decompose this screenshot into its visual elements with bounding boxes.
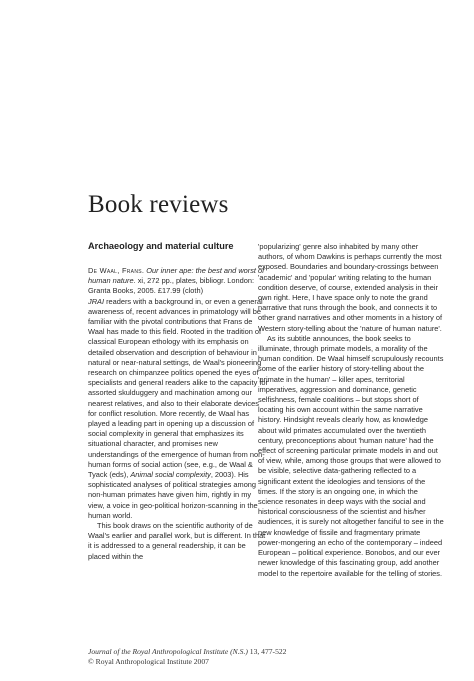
review-paragraph: As its subtitle announces, the book seeks to illuminate, through primate models, a morality of the human condition. De Waal himself scrupulously recounts some of the earlier history of story-telling about the 'primate in the human' – killer apes, territorial imperatives, aggression and dominance, genetic selfishness, female coalitions – but stops short of locating his own account within the same narrative history. Hindsight reveals clearly how, as knowledge about wild primates accumulated over the twentieth century, preconceptions about 'human nature' had the effect of screening particular primate models in and out of view, while, among those groups that were allowed to be visible, selective data-gathering reflected to a significant extent the ideologies and tensions of the times. If the story is an ongoing one, in which the science resonates in deep ways with the social and historical consciousness of the scientist and his/her audiences, it is surely not altogether fanciful to see in the new knowledge of fissile and fragmentary primate power-mongering an echo of the contemporary – indeed European – political experience. Bonobos, and our ever newer knowledge of this fascinating group, add another model to the repertoire available for the telling of stories. bbox=[258, 333, 444, 578]
review-paragraph bbox=[88, 297, 268, 521]
journal-citation bbox=[88, 647, 286, 657]
copyright-notice: © Royal Anthropological Institute 2007 bbox=[88, 657, 209, 666]
citation-details: xi, 272 pp., plates, bibliogr. London: Granta Books, 2005. £17.99 (cloth) bbox=[88, 276, 255, 296]
left-column bbox=[88, 240, 268, 562]
page-footer bbox=[88, 647, 286, 667]
section-heading: Archaeology and material culture bbox=[88, 241, 234, 251]
right-column bbox=[258, 242, 444, 579]
paragraph-lead: JRAI bbox=[88, 296, 105, 306]
page-title: Book reviews bbox=[88, 191, 229, 218]
paragraph-italic-ref: Animal social complexity bbox=[130, 470, 211, 480]
citation-author: De Waal, Frans. bbox=[88, 266, 145, 275]
journal-name: Journal of the Royal Anthropological Institute (N.S.) bbox=[88, 647, 248, 656]
paragraph-text: readers with a background in, or even a general awareness of, recent advances in primatology will be familiar with the pivotal contributions that Frans de Waal has made to this field. Rooted in the tradition of classical European ethology with its emphasis on detailed observation and description of behaviour in natural or near-natural settings, de Waal's pioneering research on chimpanzee politics opened the eyes of specialists and general readers alike to the capacity for assorted skulduggery and machination among our nearest relatives, and also to their elaborate devices for conflict resolution. More recently, de Waal has played a leading part in opening up a discussion of social complexity in general that emphasizes its situational character, and promises new understandings of the emergence of human from non-human forms of social action (see, e.g., de Waal & Tyack (eds), bbox=[88, 296, 268, 480]
journal-issue: 13, 477-522 bbox=[247, 647, 287, 656]
review-paragraph: This book draws on the scientific authority of de Waal's earlier and parallel work, but is different. In that it is addressed to a general readership, it can be placed within the bbox=[88, 521, 266, 561]
book-citation bbox=[88, 266, 268, 297]
paragraph-tail: , 2003). His sophisticated analyses of political strategies among non-human primates have given him, rightly in my view, a voice in geo-political horizon-scanning in the human world. bbox=[88, 470, 258, 520]
review-paragraph: 'popularizing' genre also inhabited by many other authors, of whom Dawkins is perhaps currently the most exposed. Boundaries and boundary-crossings between 'academic' and 'popular' writing relating to the human condition deserve, of course, extended analysis in their own right. Here, I have space only to note the grand narrative that runs through the book, and connects it to other grand narratives and other moments in a history of Western story-telling about the 'nature of human nature'. bbox=[258, 242, 443, 333]
citation-book-title: Our inner ape: the best and worst of human nature. bbox=[88, 266, 265, 286]
